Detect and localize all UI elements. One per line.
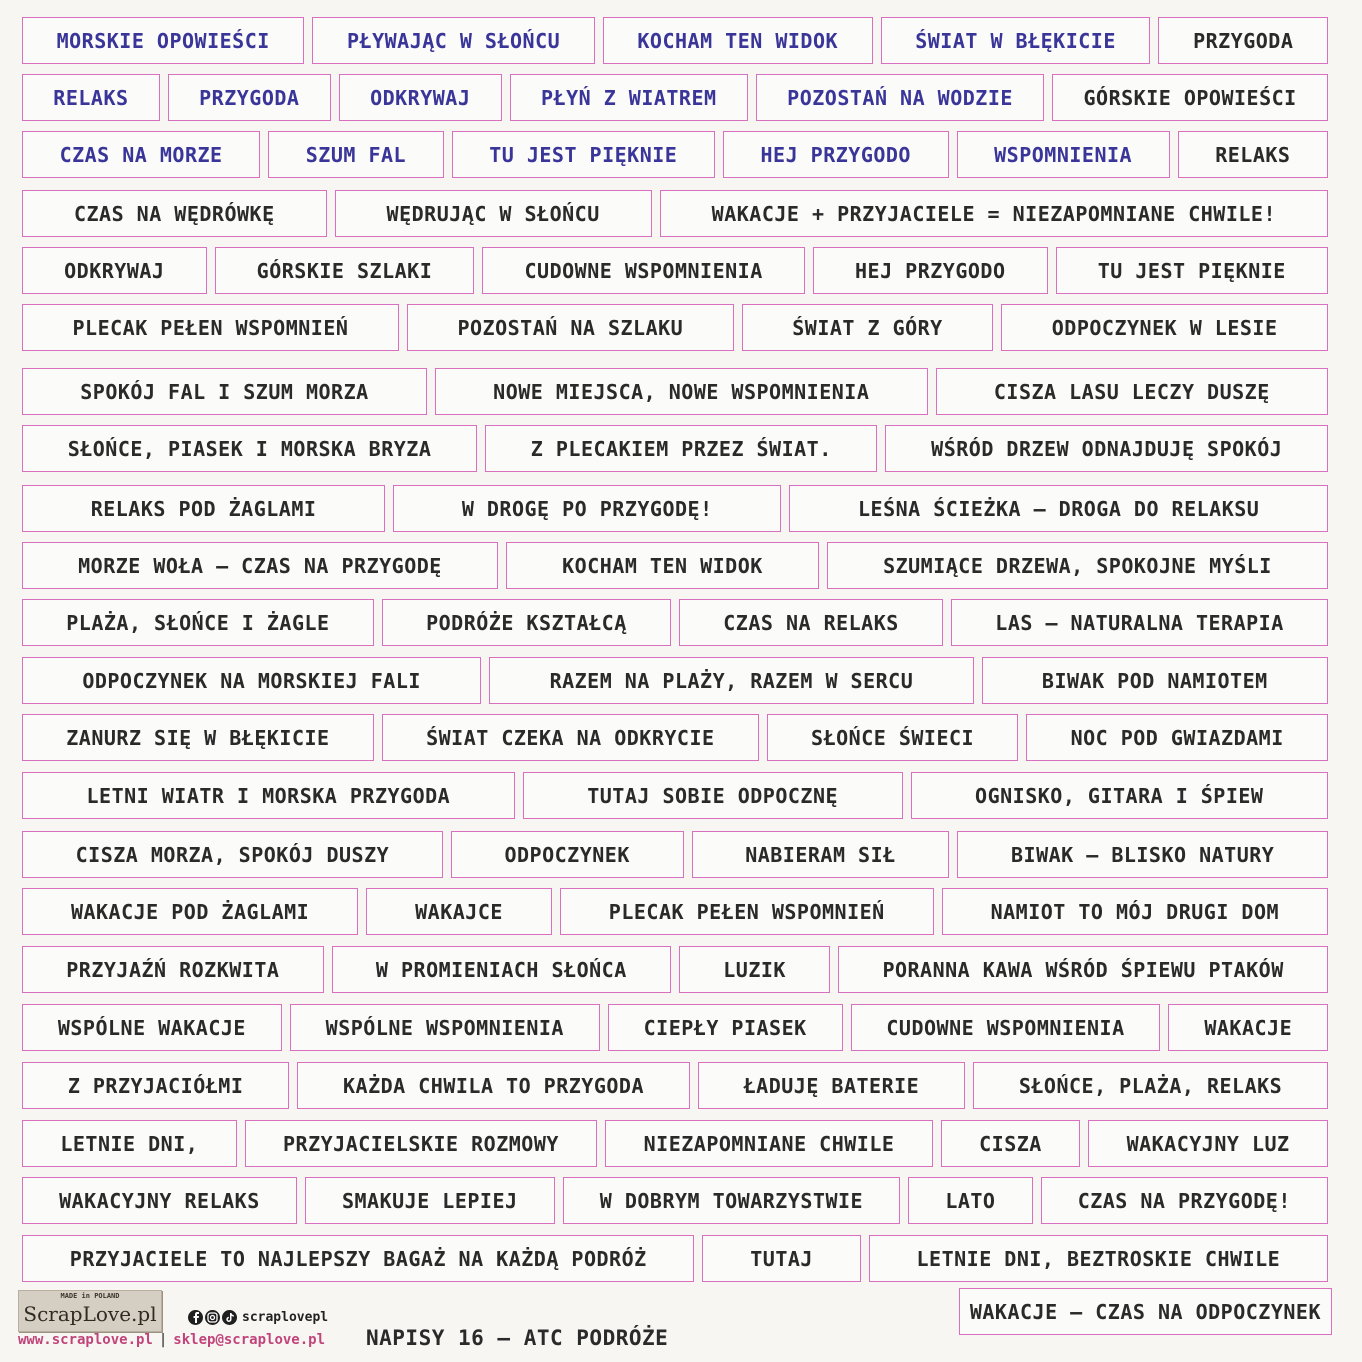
sticker-row [18,74,1332,121]
sticker-label: SPOKÓJ FAL I SZUM MORZA [22,368,427,415]
sticker-label: LETNI WIATR I MORSKA PRZYGODA [22,772,515,819]
sticker-label: WAKACYJNY RELAKS [22,1177,297,1224]
sticker-row [18,1062,1332,1109]
sticker-row [18,599,1332,646]
sticker-label: W DOBRYM TOWARZYSTWIE [563,1177,901,1224]
sticker-label: WAKACYJNY LUZ [1088,1120,1328,1167]
sticker-label: WAKACJE + PRZYJACIELE = NIEZAPOMNIANE CHWILE! [660,190,1328,237]
sticker-label: LATO [908,1177,1032,1224]
sticker-label: WAKAJCE [366,888,552,935]
sticker-label: CIEPŁY PIASEK [608,1004,843,1051]
logo-wordmark: ScrapLove.pl [23,1302,157,1326]
sticker-row [18,831,1332,878]
email-link[interactable]: sklep@scraplove.pl [173,1332,326,1348]
sticker-label: BIWAK POD NAMIOTEM [982,657,1328,704]
sticker-label: ZANURZ SIĘ W BŁĘKICIE [22,714,374,761]
sticker-label: POZOSTAŃ NA SZLAKU [407,304,734,351]
sticker-label: ŚWIAT W BŁĘKICIE [881,17,1151,64]
sticker-label: TU JEST PIĘKNIE [1056,247,1328,294]
sticker-row [18,1004,1332,1051]
sticker-label: MORZE WOŁA – CZAS NA PRZYGODĘ [22,542,498,589]
sticker-label: SŁOŃCE, PLAŻA, RELAKS [973,1062,1328,1109]
sticker-label: KOCHAM TEN WIDOK [506,542,819,589]
footer [18,1290,888,1350]
sticker-label: KAŻDA CHWILA TO PRZYGODA [297,1062,690,1109]
sticker-label: NAMIOT TO MÓJ DRUGI DOM [942,888,1328,935]
sticker-label: OGNISKO, GITARA I ŚPIEW [911,772,1328,819]
sticker-row [18,1120,1332,1167]
sticker-label: SŁOŃCE, PIASEK I MORSKA BRYZA [22,425,477,472]
sticker-label: LETNIE DNI, [22,1120,237,1167]
sticker-row [18,1235,1332,1282]
sticker-row [18,17,1332,64]
sticker-label: PRZYJACIELE TO NAJLEPSZY BAGAŻ NA KAŻDĄ PODRÓŻ [22,1235,694,1282]
sticker-label: LAS – NATURALNA TERAPIA [951,599,1328,646]
sticker-label: CUDOWNE WSPOMNIENIA [482,247,805,294]
sticker-label: NOWE MIEJSCA, NOWE WSPOMNIENIA [435,368,928,415]
sticker-label: LETNIE DNI, BEZTROSKIE CHWILE [869,1235,1328,1282]
sticker-label-last: WAKACJE – CZAS NA ODPOCZYNEK [959,1288,1332,1335]
sticker-label: CZAS NA PRZYGODĘ! [1041,1177,1328,1224]
sticker-label: WĘDRUJĄC W SŁOŃCU [335,190,652,237]
sticker-row [18,304,1332,351]
contact-line [18,1332,325,1348]
sticker-label: SZUMIĄCE DRZEWA, SPOKOJNE MYŚLI [827,542,1328,589]
sticker-row [18,657,1332,704]
sticker-label: WAKACJE POD ŻAGLAMI [22,888,358,935]
sticker-label: PŁYWAJĄC W SŁOŃCU [312,17,594,64]
logo-made-in-poland: MADE in POLAND [60,1292,120,1300]
sticker-label: NABIERAM SIŁ [692,831,950,878]
social-links [188,1310,328,1325]
sticker-row [18,772,1332,819]
sticker-label: GÓRSKIE OPOWIEŚCI [1052,74,1328,121]
sticker-label: CUDOWNE WSPOMNIENIA [851,1004,1161,1051]
sticker-label: PLECAK PEŁEN WSPOMNIEŃ [560,888,934,935]
sticker-label: RELAKS [22,74,160,121]
sticker-label: SMAKUJE LEPIEJ [305,1177,555,1224]
sticker-row [18,1177,1332,1224]
sticker-label: KOCHAM TEN WIDOK [603,17,873,64]
sticker-label: SZUM FAL [268,131,443,178]
sticker-label: WSPÓLNE WSPOMNIENIA [290,1004,600,1051]
sticker-label: HEJ PRZYGODO [723,131,949,178]
sticker-row [18,714,1332,761]
sticker-label: NOC POD GWIAZDAMI [1026,714,1328,761]
sticker-label: GÓRSKIE SZLAKI [215,247,475,294]
sticker-label: RELAKS [1178,131,1328,178]
sticker-label: PRZYGODA [168,74,331,121]
sticker-label: W PROMIENIACH SŁOŃCA [332,946,671,993]
sticker-label: TUTAJ [702,1235,860,1282]
sticker-label: CZAS NA MORZE [22,131,260,178]
sticker-label: ODKRYWAJ [22,247,207,294]
sticker-label: POZOSTAŃ NA WODZIE [756,74,1044,121]
sticker-label: CISZA [941,1120,1080,1167]
sticker-label: TUTAJ SOBIE ODPOCZNĘ [523,772,903,819]
sticker-row [18,888,1332,935]
sticker-label: WSPÓLNE WAKACJE [22,1004,282,1051]
sticker-label: MORSKIE OPOWIEŚCI [22,17,304,64]
sticker-label: CZAS NA WĘDRÓWKĘ [22,190,327,237]
tiktok-icon[interactable] [222,1310,237,1325]
sticker-label: LUZIK [679,946,830,993]
sticker-label: LEŚNA ŚCIEŻKA – DROGA DO RELAKSU [789,485,1328,532]
sticker-label: WAKACJE [1168,1004,1327,1051]
sticker-row [18,190,1332,237]
sticker-label: SŁOŃCE ŚWIECI [767,714,1019,761]
sticker-row [18,946,1332,993]
website-link[interactable]: www.scraplove.pl [18,1332,153,1348]
sticker-label: CZAS NA RELAKS [679,599,943,646]
sticker-label: PRZYJACIELSKIE ROZMOWY [245,1120,598,1167]
facebook-icon[interactable] [188,1310,203,1325]
instagram-icon[interactable] [205,1310,220,1325]
sticker-label: PRZYGODA [1158,17,1328,64]
sticker-label: PLECAK PEŁEN WSPOMNIEŃ [22,304,399,351]
sticker-label: ODKRYWAJ [339,74,502,121]
collection-title: NAPISY 16 – ATC PODRÓŻE [366,1326,669,1350]
sticker-label: TU JEST PIĘKNIE [452,131,715,178]
contact-separator: | [158,1332,168,1348]
sticker-label: ODPOCZYNEK NA MORSKIEJ FALI [22,657,481,704]
sticker-label: ŁADUJĘ BATERIE [698,1062,965,1109]
sticker-row [18,542,1332,589]
sticker-label: ODPOCZYNEK [451,831,684,878]
social-handle: scraplovepl [242,1310,329,1325]
sticker-label: CISZA MORZA, SPOKÓJ DUSZY [22,831,443,878]
sticker-label: WŚRÓD DRZEW ODNAJDUJĘ SPOKÓJ [885,425,1328,472]
sticker-label: HEJ PRZYGODO [813,247,1048,294]
sticker-label: PODRÓŻE KSZTAŁCĄ [382,599,671,646]
sticker-label: PŁYŃ Z WIATREM [510,74,748,121]
sticker-label: RELAKS POD ŻAGLAMI [22,485,385,532]
sticker-label: PLAŻA, SŁOŃCE I ŻAGLE [22,599,374,646]
sticker-label: ODPOCZYNEK W LESIE [1001,304,1328,351]
sticker-label: BIWAK – BLISKO NATURY [957,831,1328,878]
sticker-label: RAZEM NA PLAŻY, RAZEM W SERCU [489,657,973,704]
brand-logo [18,1290,162,1332]
sticker-row [18,247,1332,294]
sticker-label: PORANNA KAWA WŚRÓD ŚPIEWU PTAKÓW [838,946,1328,993]
sticker-row [18,425,1332,472]
sticker-row [18,368,1332,415]
sticker-label: ŚWIAT Z GÓRY [742,304,994,351]
sticker-label: Z PLECAKIEM PRZEZ ŚWIAT. [485,425,877,472]
sticker-row [18,485,1332,532]
sticker-label: CISZA LASU LECZY DUSZĘ [936,368,1328,415]
sticker-row [18,131,1332,178]
sticker-label: NIEZAPOMNIANE CHWILE [605,1120,933,1167]
sticker-label: W DROGĘ PO PRZYGODĘ! [393,485,781,532]
sticker-label: Z PRZYJACIÓŁMI [22,1062,289,1109]
sticker-label: PRZYJAŹŃ ROZKWITA [22,946,324,993]
sticker-label: ŚWIAT CZEKA NA ODKRYCIE [382,714,759,761]
sticker-label: WSPOMNIENIA [957,131,1170,178]
